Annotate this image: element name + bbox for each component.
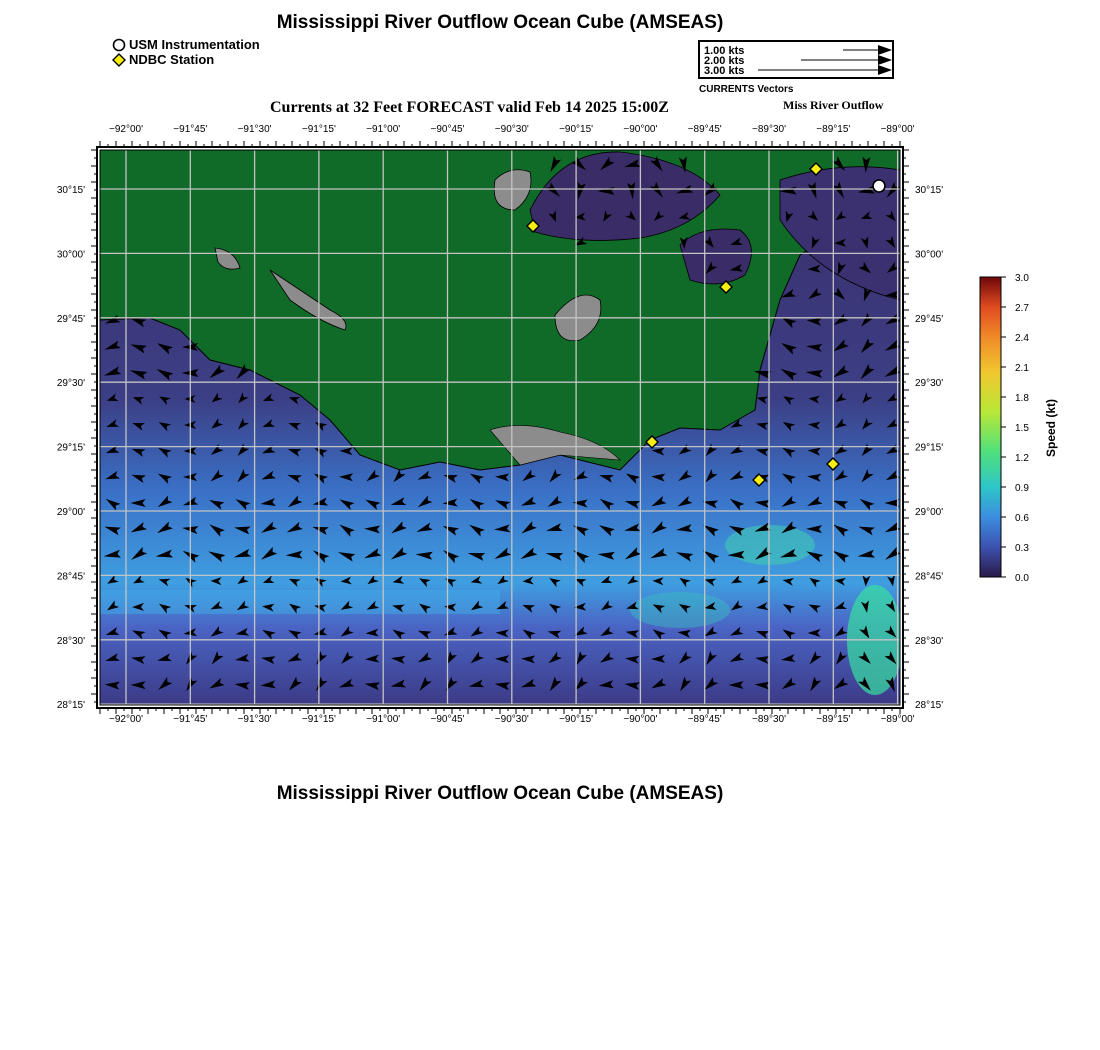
colorbar-tick-label: 3.0	[1015, 273, 1029, 284]
vector-scale-label-1: 1.00 kts	[704, 45, 745, 57]
lon-tick-label: −90°00'	[623, 124, 658, 135]
lon-tick-label: −90°30'	[494, 714, 529, 725]
colorbar-tick-label: 0.0	[1015, 573, 1029, 584]
lon-tick-label: −90°30'	[494, 124, 529, 135]
colorbar-tick-label: 1.2	[1015, 453, 1029, 464]
usm-instrument-marker[interactable]	[873, 180, 885, 192]
lat-tick-label: 28°15'	[56, 700, 85, 712]
mid-shelf-current	[630, 592, 730, 628]
lat-tick-label: 29°45'	[915, 313, 944, 325]
lon-tick-label: −92°00'	[109, 124, 143, 135]
lon-tick-label: −90°00'	[623, 714, 658, 725]
lon-tick-label: −91°00'	[366, 714, 401, 725]
usm-legend-label: USM Instrumentation	[129, 37, 260, 52]
colorbar-tick-label: 2.1	[1015, 363, 1029, 374]
lon-tick-label: −89°15'	[816, 124, 851, 135]
lon-tick-label: −89°30'	[752, 714, 786, 725]
page-title: Mississippi River Outflow Ocean Cube (AMSEAS)	[276, 12, 724, 33]
lat-tick-label: 28°15'	[915, 700, 944, 712]
lat-tick-label: 29°45'	[56, 313, 85, 325]
lon-tick-label: −91°45'	[173, 714, 208, 725]
lat-tick-label: 29°00'	[56, 507, 85, 518]
lon-tick-label: −92°00'	[109, 714, 143, 725]
map-subtitle: Currents at 32 Feet FORECAST valid Feb 14 2025 15:00Z	[270, 99, 669, 116]
lake-borgne	[680, 229, 751, 284]
lat-tick-label: 30°15'	[56, 185, 85, 196]
lon-tick-label: −91°30'	[237, 124, 272, 135]
lon-tick-label: −89°15'	[816, 714, 851, 725]
vector-scale-label-3: 3.00 kts	[704, 65, 745, 77]
lat-tick-label: 28°45'	[56, 571, 85, 583]
lon-tick-label: −89°45'	[687, 714, 722, 725]
lon-tick-label: −89°00'	[880, 714, 915, 725]
lon-tick-label: −91°15'	[301, 124, 336, 135]
vector-scale-label-2: 2.00 kts	[704, 55, 745, 67]
colorbar-label: Speed (kt)	[1044, 398, 1058, 458]
lon-tick-label: −90°45'	[430, 124, 465, 135]
lat-tick-label: 29°00'	[915, 507, 944, 518]
colorbar-tick-label: 1.8	[1015, 393, 1029, 404]
vector-legend-caption: CURRENTS Vectors	[699, 84, 794, 95]
colorbar-tick-label: 0.9	[1015, 483, 1029, 494]
lon-tick-label: −90°45'	[430, 714, 465, 725]
lon-tick-label: −90°15'	[559, 714, 594, 725]
colorbar-tick-label: 2.7	[1015, 303, 1029, 314]
lat-tick-label: 29°30'	[56, 378, 85, 390]
colorbar	[980, 273, 1058, 584]
lon-tick-label: −91°15'	[301, 714, 336, 725]
lat-tick-label: 29°15'	[915, 442, 944, 454]
lat-tick-label: 30°00'	[915, 249, 944, 261]
lon-tick-label: −89°30'	[752, 124, 786, 135]
lat-tick-label: 28°45'	[915, 571, 944, 583]
coastal-jet	[100, 590, 500, 614]
colorbar-tick-label: 2.4	[1015, 333, 1029, 344]
lat-tick-label: 29°30'	[915, 378, 944, 390]
lon-tick-label: −89°45'	[687, 124, 722, 135]
ndbc-legend-label: NDBC Station	[129, 52, 215, 67]
lat-tick-label: 28°30'	[56, 635, 85, 647]
lon-tick-label: −91°45'	[173, 124, 208, 135]
lon-tick-label: −89°00'	[880, 124, 915, 135]
colorbar-tick-label: 0.6	[1015, 513, 1029, 524]
lat-tick-label: 29°15'	[56, 442, 85, 454]
colorbar-tick-label: 0.3	[1015, 543, 1029, 554]
repeat-title: Mississippi River Outflow Ocean Cube (AMSEAS)	[276, 783, 724, 804]
lat-tick-label: 28°30'	[915, 635, 944, 647]
colorbar-tick-label: 1.5	[1015, 423, 1029, 434]
lat-tick-label: 30°15'	[915, 185, 944, 196]
lon-tick-label: −91°30'	[237, 714, 272, 725]
region-label: Miss River Outflow	[783, 98, 884, 112]
lon-tick-label: −90°15'	[559, 124, 594, 135]
lat-tick-label: 30°00'	[56, 249, 85, 261]
lon-tick-label: −91°00'	[366, 124, 401, 135]
